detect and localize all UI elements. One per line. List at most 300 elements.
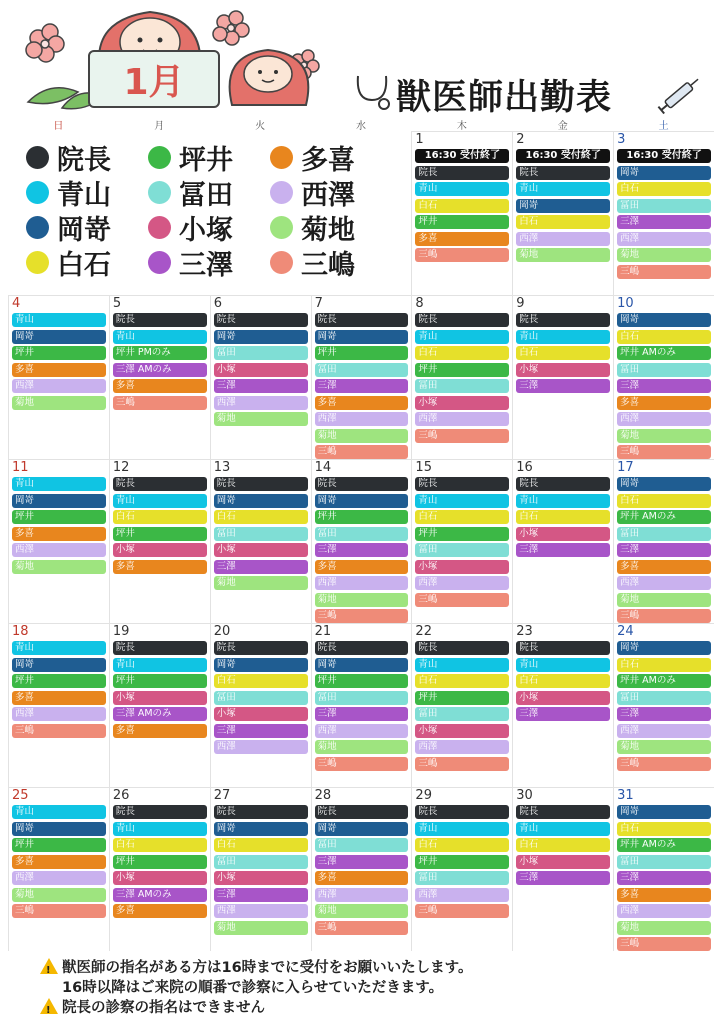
staff-chip: 岡嵜 (214, 658, 308, 672)
staff-chip: 白石 (214, 674, 308, 688)
staff-chip: 多喜 (12, 855, 106, 869)
staff-chip: 西澤 (214, 396, 308, 410)
calendar-day-cell (613, 131, 714, 295)
calendar-day-cell (411, 623, 512, 787)
staff-chip: 白石 (214, 838, 308, 852)
staff-chip: 坪井 (415, 527, 509, 541)
staff-chip: 青山 (415, 330, 509, 344)
staff-chip: 三嶋 (315, 757, 409, 771)
staff-chip: 三澤 AMのみ (113, 888, 207, 902)
staff-chip: 西澤 (214, 904, 308, 918)
calendar-day-cell (311, 459, 412, 623)
staff-chip: 坪井 (315, 510, 409, 524)
staff-chip: 西澤 (617, 904, 711, 918)
staff-chip: 西澤 (617, 724, 711, 738)
day-number: 17 (617, 460, 634, 475)
staff-chip: 白石 (617, 822, 711, 836)
staff-chip: 三澤 (617, 707, 711, 721)
staff-chip: 青山 (12, 313, 106, 327)
staff-chip: 西澤 (214, 740, 308, 754)
staff-chip: 多喜 (12, 691, 106, 705)
staff-chip: 菊地 (214, 576, 308, 590)
staff-chip: 多喜 (617, 396, 711, 410)
staff-chip: 青山 (516, 330, 610, 344)
weekday-header (8, 117, 714, 131)
staff-chip: 冨田 (214, 346, 308, 360)
day-number: 28 (314, 788, 332, 803)
staff-chip: 院長 (415, 166, 509, 180)
footer-note: !獣医師の指名がある方は16時までに受付をお願いいたします。 (40, 958, 690, 978)
staff-chip: 岡嵜 (214, 330, 308, 344)
calendar-day-cell (109, 295, 210, 459)
staff-chip: 坪井 (113, 855, 207, 869)
staff-chip: 三嶋 (415, 904, 509, 918)
staff-chip: 多喜 (113, 724, 207, 738)
staff-chip: 三澤 (214, 560, 308, 574)
staff-chip: 菊地 (617, 593, 711, 607)
staff-chip: 院長 (214, 805, 308, 819)
staff-chip: 冨田 (415, 543, 509, 557)
staff-chip: 三澤 (617, 871, 711, 885)
staff-chip: 白石 (415, 838, 509, 852)
staff-chip: 三嶋 (415, 593, 509, 607)
day-number: 12 (112, 460, 130, 475)
staff-chip: 冨田 (415, 379, 509, 393)
day-number: 21 (314, 624, 332, 639)
staff-chip: 三澤 (617, 215, 711, 229)
legend-item (270, 140, 392, 175)
staff-chip: 三嶋 (315, 609, 409, 623)
staff-chip: 坪井 (415, 363, 509, 377)
staff-chip: 青山 (415, 182, 509, 196)
staff-chip: 青山 (516, 658, 610, 672)
day-number: 15 (415, 460, 432, 475)
calendar-day-cell (512, 623, 613, 787)
day-number: 5 (112, 296, 122, 311)
staff-chip: 三嶋 (113, 396, 207, 410)
staff-chip: 岡嵜 (12, 822, 106, 836)
staff-chip: 菊地 (617, 248, 711, 262)
calendar-day-cell (311, 295, 412, 459)
calendar-day-cell (109, 459, 210, 623)
legend-item (148, 175, 270, 210)
staff-chip: 西澤 (315, 576, 409, 590)
staff-chip: 三澤 (315, 855, 409, 869)
staff-chip: 菊地 (617, 429, 711, 443)
staff-chip: 多喜 (12, 363, 106, 377)
calendar-day-cell (613, 787, 714, 951)
staff-chip: 白石 (516, 215, 610, 229)
staff-chip: 冨田 (617, 527, 711, 541)
day-number: 10 (617, 296, 634, 311)
staff-chip: 小塚 (516, 691, 610, 705)
legend-item (148, 140, 270, 175)
footer-notes (40, 958, 690, 1018)
legend-color-dot (26, 251, 49, 274)
flower-icon (213, 11, 249, 45)
staff-chip: 白石 (415, 346, 509, 360)
staff-chip: 菊地 (12, 396, 106, 410)
staff-chip: 院長 (516, 477, 610, 491)
staff-chip: 西澤 (617, 412, 711, 426)
legend-color-dot (270, 216, 293, 239)
staff-legend (26, 140, 406, 290)
staff-chip: 坪井 (12, 346, 106, 360)
staff-chip: 冨田 (617, 691, 711, 705)
staff-chip: 三澤 (516, 543, 610, 557)
staff-chip: 菊地 (617, 921, 711, 935)
staff-chip: 西澤 (12, 871, 106, 885)
day-number: 30 (516, 788, 533, 803)
staff-chip: 三澤 (516, 707, 610, 721)
staff-chip: 坪井 (415, 855, 509, 869)
staff-chip: 小塚 (415, 560, 509, 574)
calendar-day-cell (613, 459, 714, 623)
day-number: 29 (415, 788, 432, 803)
staff-chip: 坪井 (415, 215, 509, 229)
staff-chip: 岡嵜 (12, 494, 106, 508)
staff-chip: 白石 (516, 510, 610, 524)
staff-chip: 小塚 (516, 855, 610, 869)
staff-chip: 三嶋 (12, 904, 106, 918)
stethoscope-icon (358, 76, 389, 109)
calendar-day-cell (512, 131, 613, 295)
calendar-day-cell (512, 459, 613, 623)
legend-color-dot (148, 251, 171, 274)
staff-chip: 小塚 (516, 527, 610, 541)
staff-chip: 青山 (415, 658, 509, 672)
staff-chip: 三嶋 (617, 265, 711, 279)
day-number: 22 (415, 624, 432, 639)
footer-note: 16時以降はご来院の順番で診察に入らせていただきます。 (62, 980, 444, 996)
legend-item (26, 245, 148, 280)
legend-color-dot (270, 181, 293, 204)
staff-chip: 小塚 (214, 363, 308, 377)
header-illustration (0, 0, 724, 117)
staff-chip: 小塚 (113, 543, 207, 557)
staff-chip: 小塚 (415, 724, 509, 738)
staff-chip: 坪井 (12, 510, 106, 524)
staff-chip: 岡嵜 (617, 805, 711, 819)
staff-chip: 白石 (214, 510, 308, 524)
staff-chip: 三嶋 (315, 921, 409, 935)
staff-chip: 西澤 (12, 379, 106, 393)
legend-item (26, 210, 148, 245)
staff-chip: 西澤 (12, 543, 106, 557)
staff-chip: 青山 (516, 494, 610, 508)
staff-chip: 白石 (415, 510, 509, 524)
staff-chip: 青山 (113, 658, 207, 672)
staff-chip: 青山 (415, 494, 509, 508)
staff-chip: 三澤 (214, 888, 308, 902)
staff-chip: 三嶋 (617, 937, 711, 951)
legend-label: 冨田 (179, 180, 233, 211)
staff-chip: 院長 (415, 641, 509, 655)
staff-chip: 岡嵜 (617, 477, 711, 491)
staff-chip: 院長 (415, 805, 509, 819)
staff-chip: 小塚 (113, 871, 207, 885)
staff-chip: 院長 (113, 641, 207, 655)
staff-chip: 多喜 (113, 904, 207, 918)
staff-chip: 岡嵜 (315, 822, 409, 836)
staff-chip: 坪井 AMのみ (617, 838, 711, 852)
reception-close-notice: 16:30 受付終了 (516, 149, 610, 163)
legend-color-dot (148, 146, 171, 169)
calendar-day-cell (613, 295, 714, 459)
footer-note: !院長の診察の指名はできません (40, 998, 690, 1018)
staff-chip: 小塚 (415, 396, 509, 410)
staff-chip: 多喜 (617, 888, 711, 902)
staff-chip: 西澤 (617, 232, 711, 246)
staff-chip: 白石 (516, 346, 610, 360)
staff-chip: 三澤 (617, 543, 711, 557)
staff-chip: 冨田 (415, 707, 509, 721)
legend-label: 坪井 (179, 145, 233, 176)
staff-chip: 三嶋 (415, 429, 509, 443)
calendar-day-cell (210, 459, 311, 623)
staff-chip: 坪井 AMのみ (617, 510, 711, 524)
calendar-day-cell (210, 623, 311, 787)
staff-chip: 冨田 (214, 855, 308, 869)
day-number: 3 (617, 132, 626, 147)
staff-chip: 西澤 (315, 724, 409, 738)
staff-chip: 三澤 (315, 543, 409, 557)
staff-chip: 多喜 (315, 560, 409, 574)
staff-chip: 多喜 (113, 560, 207, 574)
staff-chip: 冨田 (214, 691, 308, 705)
weekday-label: 金 (557, 121, 568, 132)
weekday-label: 火 (255, 121, 266, 132)
legend-color-dot (26, 216, 49, 239)
day-number: 23 (516, 624, 533, 639)
day-number: 18 (12, 624, 29, 639)
staff-chip: 菊地 (214, 412, 308, 426)
legend-item (270, 245, 392, 280)
staff-chip: 青山 (113, 494, 207, 508)
calendar-day-cell (411, 787, 512, 951)
staff-chip: 三嶋 (12, 724, 106, 738)
staff-chip: 岡嵜 (214, 494, 308, 508)
staff-chip: 院長 (113, 477, 207, 491)
day-number: 24 (617, 624, 634, 639)
staff-chip: 多喜 (415, 232, 509, 246)
staff-chip: 小塚 (214, 543, 308, 557)
staff-chip: 西澤 (12, 707, 106, 721)
weekday-label: 日 (53, 121, 64, 132)
day-number: 13 (213, 460, 231, 475)
day-number: 20 (213, 624, 231, 639)
staff-chip: 院長 (315, 313, 409, 327)
staff-chip: 院長 (516, 641, 610, 655)
syringe-icon (658, 76, 701, 114)
weekday-label: 月 (154, 121, 165, 132)
calendar-day-cell (311, 623, 412, 787)
legend-label: 院長 (57, 145, 111, 176)
day-number: 19 (112, 624, 130, 639)
calendar-day-cell (109, 787, 210, 951)
staff-chip: 坪井 (113, 527, 207, 541)
staff-chip: 院長 (516, 313, 610, 327)
legend-label: 岡嵜 (57, 215, 111, 246)
staff-chip: 冨田 (617, 855, 711, 869)
staff-chip: 多喜 (113, 379, 207, 393)
staff-chip: 白石 (617, 658, 711, 672)
staff-chip: 菊地 (315, 593, 409, 607)
day-number: 27 (213, 788, 231, 803)
staff-chip: 西澤 (516, 232, 610, 246)
day-number: 16 (516, 460, 533, 475)
staff-chip: 岡嵜 (617, 313, 711, 327)
page-title: 獣医師出勤表 (396, 78, 613, 118)
staff-chip: 白石 (617, 494, 711, 508)
reception-close-notice: 16:30 受付終了 (415, 149, 509, 163)
staff-chip: 白石 (516, 674, 610, 688)
day-number: 2 (516, 132, 525, 147)
staff-chip: 西澤 (315, 412, 409, 426)
staff-chip: 多喜 (315, 396, 409, 410)
calendar-day-cell (411, 295, 512, 459)
staff-chip: 冨田 (315, 838, 409, 852)
staff-chip: 西澤 (415, 888, 509, 902)
staff-chip: 菊地 (315, 904, 409, 918)
staff-chip: 多喜 (315, 871, 409, 885)
staff-chip: 岡嵜 (12, 658, 106, 672)
day-number: 25 (12, 788, 29, 803)
staff-chip: 岡嵜 (617, 166, 711, 180)
staff-chip: 青山 (12, 477, 106, 491)
day-number: 8 (415, 296, 424, 311)
calendar-day-cell (311, 787, 412, 951)
calendar-day-cell (8, 623, 109, 787)
staff-chip: 坪井 (12, 674, 106, 688)
day-number: 26 (112, 788, 130, 803)
staff-chip: 青山 (12, 641, 106, 655)
staff-chip: 三澤 (516, 871, 610, 885)
staff-chip: 冨田 (315, 691, 409, 705)
staff-chip: 青山 (516, 822, 610, 836)
legend-item (270, 175, 392, 210)
weekday-label: 水 (355, 121, 366, 132)
staff-chip: 冨田 (315, 527, 409, 541)
staff-chip: 白石 (113, 510, 207, 524)
staff-chip: 多喜 (12, 527, 106, 541)
calendar-day-cell (8, 459, 109, 623)
staff-chip: 坪井 (415, 691, 509, 705)
legend-item (26, 140, 148, 175)
day-number: 1 (415, 132, 424, 147)
staff-chip: 菊地 (516, 248, 610, 262)
legend-item (270, 210, 392, 245)
staff-chip: 三嶋 (415, 757, 509, 771)
staff-chip: 三澤 (214, 724, 308, 738)
staff-chip: 菊地 (617, 740, 711, 754)
reception-close-notice: 16:30 受付終了 (617, 149, 711, 163)
staff-chip: 坪井 (315, 346, 409, 360)
staff-chip: 岡嵜 (214, 822, 308, 836)
weekday-label: 土 (658, 121, 669, 132)
staff-chip: 院長 (113, 313, 207, 327)
calendar-day-cell (613, 623, 714, 787)
staff-chip: 菊地 (214, 921, 308, 935)
staff-chip: 院長 (315, 805, 409, 819)
staff-chip: 三嶋 (315, 445, 409, 459)
staff-chip: 院長 (415, 313, 509, 327)
staff-chip: 多喜 (617, 560, 711, 574)
legend-color-dot (270, 146, 293, 169)
staff-chip: 冨田 (617, 363, 711, 377)
staff-chip: 小塚 (214, 871, 308, 885)
staff-chip: 坪井 (113, 674, 207, 688)
legend-item (26, 175, 148, 210)
legend-label: 多喜 (301, 145, 355, 176)
staff-chip: 坪井 (12, 838, 106, 852)
staff-chip: 三澤 AMのみ (113, 707, 207, 721)
staff-chip: 坪井 AMのみ (617, 674, 711, 688)
staff-chip: 院長 (214, 641, 308, 655)
staff-chip: 菊地 (12, 560, 106, 574)
staff-chip: 三澤 (214, 379, 308, 393)
staff-chip: 三嶋 (617, 445, 711, 459)
staff-chip: 西澤 (315, 888, 409, 902)
calendar-day-cell (411, 131, 512, 295)
staff-chip: 青山 (12, 805, 106, 819)
staff-chip: 西澤 (415, 576, 509, 590)
day-number: 6 (213, 296, 222, 311)
staff-chip: 院長 (113, 805, 207, 819)
day-number: 9 (516, 296, 525, 311)
staff-chip: 白石 (617, 330, 711, 344)
calendar-day-cell (210, 787, 311, 951)
warning-icon (40, 958, 58, 974)
staff-chip: 院長 (516, 805, 610, 819)
staff-chip: 三嶋 (415, 248, 509, 262)
calendar-day-cell (411, 459, 512, 623)
staff-chip: 岡嵜 (315, 494, 409, 508)
flower-icon (26, 24, 64, 62)
staff-chip: 白石 (617, 182, 711, 196)
staff-chip: 小塚 (516, 363, 610, 377)
staff-chip: 院長 (315, 641, 409, 655)
legend-color-dot (26, 181, 49, 204)
legend-color-dot (148, 216, 171, 239)
staff-chip: 冨田 (617, 199, 711, 213)
staff-chip: 冨田 (214, 527, 308, 541)
staff-chip: 冨田 (315, 363, 409, 377)
staff-chip: 岡嵜 (516, 199, 610, 213)
day-number: 4 (12, 296, 21, 311)
legend-label: 菊地 (301, 215, 355, 246)
staff-chip: 青山 (113, 330, 207, 344)
legend-item (148, 245, 270, 280)
staff-chip: 菊地 (315, 740, 409, 754)
staff-chip: 院長 (315, 477, 409, 491)
calendar-day-cell (512, 787, 613, 951)
calendar-day-cell (8, 295, 109, 459)
staff-chip: 菊地 (315, 429, 409, 443)
day-number: 14 (314, 460, 332, 475)
staff-chip: 白石 (113, 838, 207, 852)
staff-chip: 岡嵜 (617, 641, 711, 655)
staff-chip: 白石 (415, 674, 509, 688)
warning-icon (40, 998, 58, 1014)
calendar-day-cell (8, 787, 109, 951)
staff-chip: 白石 (516, 838, 610, 852)
staff-chip: 院長 (214, 313, 308, 327)
calendar-day-cell (210, 295, 311, 459)
legend-color-dot (26, 146, 49, 169)
staff-chip: 白石 (415, 199, 509, 213)
staff-chip: 三澤 (617, 379, 711, 393)
